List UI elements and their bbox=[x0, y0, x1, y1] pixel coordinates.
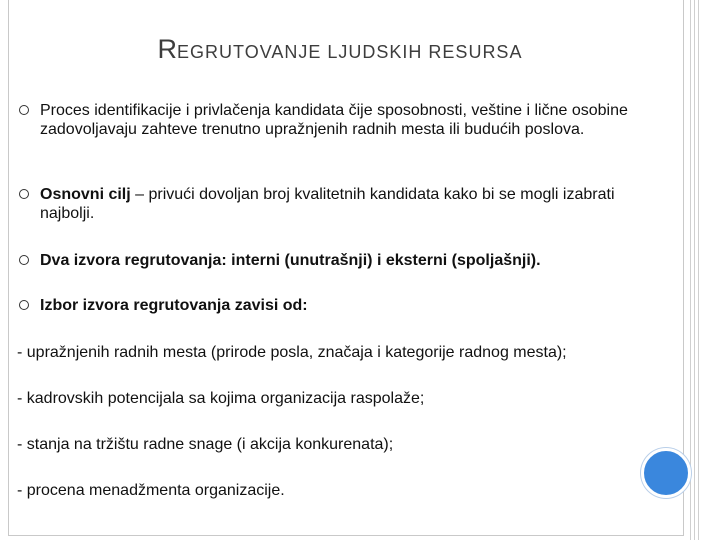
dependency-line: - upražnjenih radnih mesta (prirode posla, značaja i kategorije radnog mesta); bbox=[17, 344, 567, 361]
dependency-line: - stanja na tržištu radne snage (i akcija konkurenata); bbox=[17, 436, 394, 453]
bullet-body: – privući dovoljan broj kvalitetnih kandidata kako bi se mogli izabrati najbolji. bbox=[40, 186, 615, 222]
bullet-body: Proces identifikacije i privlačenja kandidata čije sposobnosti, veštine i lične osobine zadovoljavaju zahteve trenutno upražnjenih radnih mesta ili budućih poslova. bbox=[40, 102, 628, 138]
dependency-line: - kadrovskih potencijala sa kojima organizacija raspolaže; bbox=[17, 390, 425, 407]
bullet-lead: Osnovni cilj bbox=[40, 186, 131, 203]
title-first-word-rest: EGRUTOVANJE bbox=[177, 42, 322, 62]
rail-line bbox=[690, 0, 691, 540]
bullet-item bbox=[18, 251, 658, 270]
bullet-text bbox=[40, 185, 658, 223]
bullet-text bbox=[40, 251, 658, 270]
decorative-circle-icon bbox=[641, 448, 691, 498]
title-rest: LJUDSKIH RESURSA bbox=[327, 42, 523, 62]
rail-line bbox=[694, 0, 695, 540]
bullet-circle-icon bbox=[18, 101, 40, 120]
dependency-line: - procena menadžmenta organizacije. bbox=[17, 482, 285, 499]
bullet-item bbox=[18, 101, 658, 139]
bullet-item bbox=[18, 185, 658, 223]
bullet-lead: Izbor izvora regrutovanja zavisi od: bbox=[40, 297, 308, 314]
bullet-circle-icon bbox=[18, 251, 40, 270]
bullet-circle-icon bbox=[18, 296, 40, 315]
bullet-lead: Dva izvora regrutovanja bbox=[40, 252, 222, 269]
title-initial: R bbox=[157, 34, 178, 64]
rail-line bbox=[698, 0, 699, 540]
bullet-text bbox=[40, 296, 658, 315]
bullet-item bbox=[18, 296, 658, 315]
right-rail bbox=[684, 0, 720, 540]
slide-title bbox=[0, 34, 680, 65]
bullet-text bbox=[40, 101, 658, 139]
bullet-circle-icon bbox=[18, 185, 40, 204]
bullet-body: : interni (unutrašnji) i eksterni (spoljašnji). bbox=[221, 252, 541, 269]
